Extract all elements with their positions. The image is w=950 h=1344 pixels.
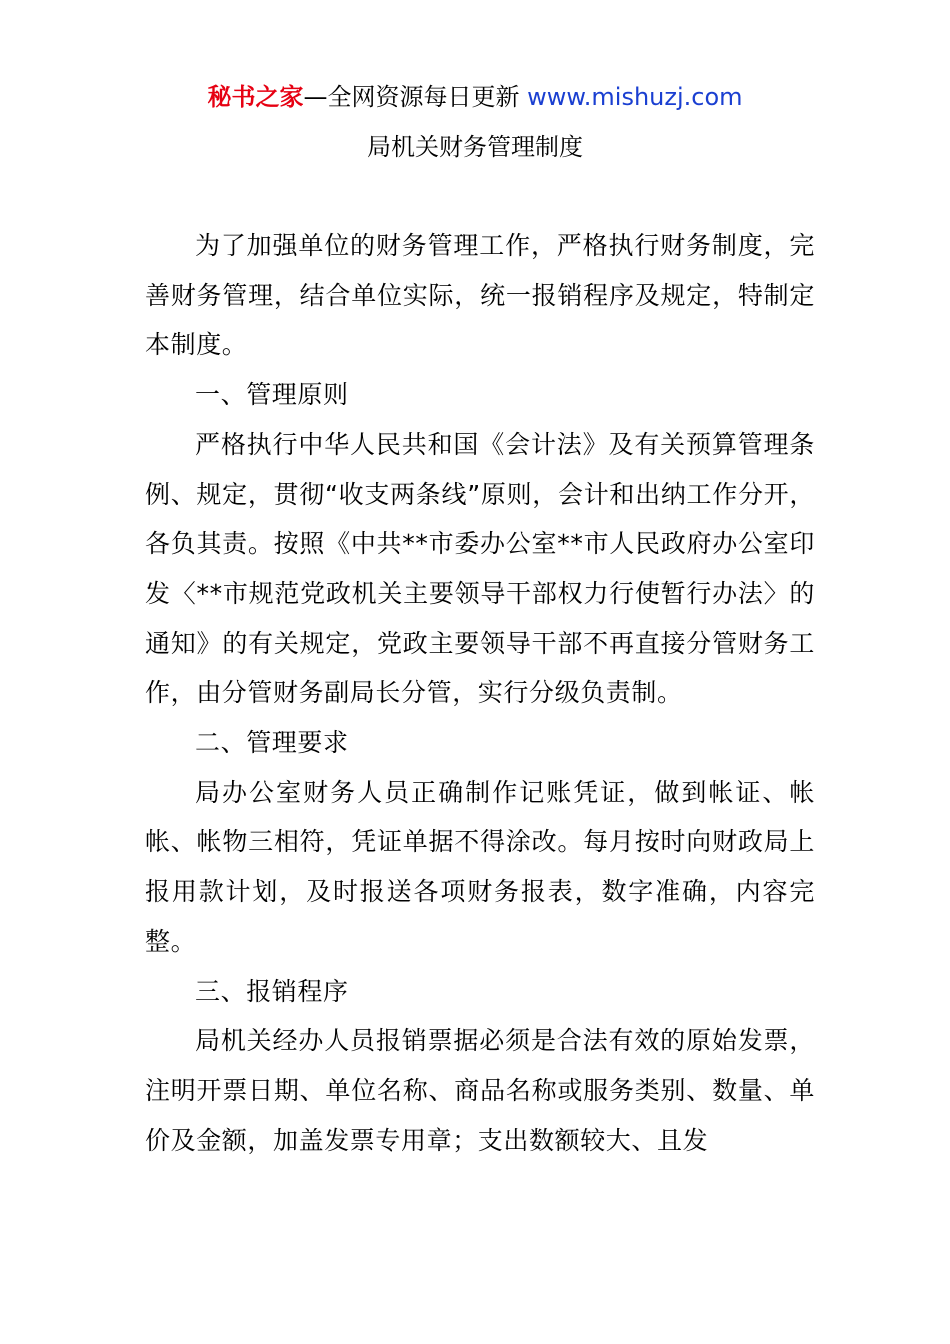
document-title: 局机关财务管理制度 <box>367 133 583 161</box>
header-tagline: —全网资源每日更新 <box>303 83 528 111</box>
document-body <box>145 221 815 1165</box>
intro-paragraph: 为了加强单位的财务管理工作，严格执行财务制度，完善财务管理，结合单位实际，统一报销程序及规定，特制定本制度。 <box>145 231 815 360</box>
site-header <box>0 80 950 114</box>
reimbursement-paragraph: 局机关经办人员报销票据必须是合法有效的原始发票，注明开票日期、单位名称、商品名称或服务类别、数量、单价及金额，加盖发票专用章；支出数额较大、且发 <box>145 1026 815 1155</box>
section-heading-requirements: 二、管理要求 <box>195 728 349 758</box>
site-url-link[interactable]: www.mishuzj.com <box>527 83 743 111</box>
section-heading-principles: 一、管理原则 <box>195 380 349 410</box>
brand-name: 秘书之家 <box>207 83 304 111</box>
principles-paragraph: 严格执行中华人民共和国《会计法》及有关预算管理条例、规定，贯彻“收支两条线”原则，会计和出纳工作分开，各负其责。按照《中共**市委办公室**市人民政府办公室印发〈**市规范党政机关主要领导干部权力行使暂行办法〉的通知》的有关规定，党政主要领导干部不再直接分管财务工作，由分管财务副局长分管，实行分级负责制。 <box>145 429 815 708</box>
requirements-paragraph: 局办公室财务人员正确制作记账凭证，做到帐证、帐帐、帐物三相符，凭证单据不得涂改。每月按时向财政局上报用款计划，及时报送各项财务报表，数字准确，内容完整。 <box>145 777 815 956</box>
section-heading-reimbursement: 三、报销程序 <box>195 976 349 1006</box>
